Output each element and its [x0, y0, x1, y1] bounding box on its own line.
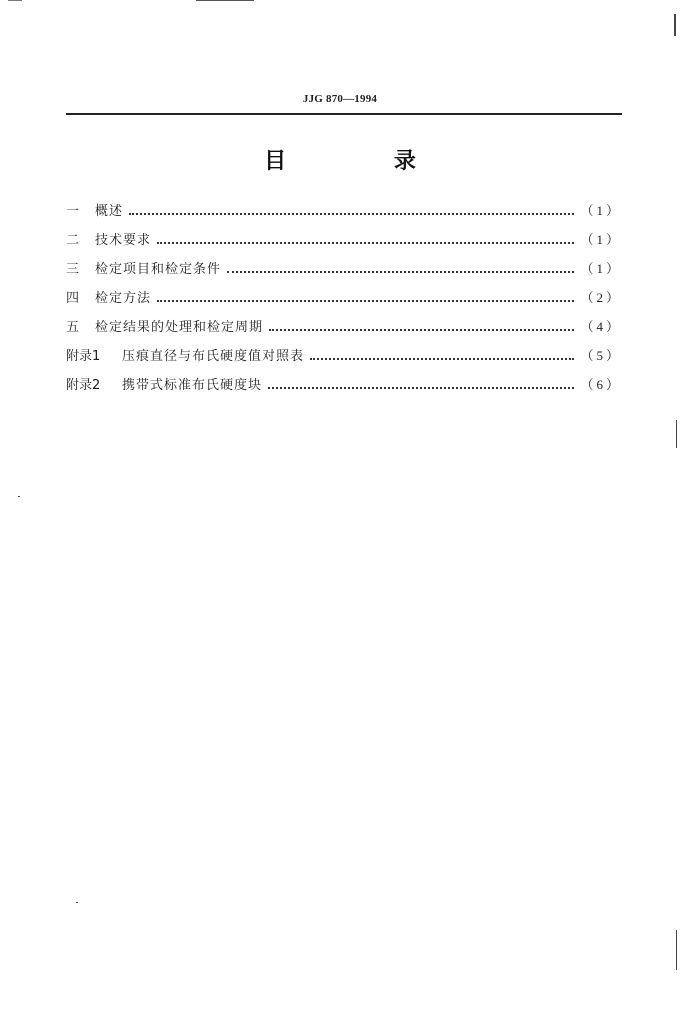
toc-entry-number: 附录2: [66, 378, 101, 393]
header-rule: [66, 113, 622, 115]
dot-leader: [129, 213, 574, 215]
toc-entry[interactable]: [66, 287, 622, 316]
dot-leader: [269, 329, 574, 331]
toc-entry-number: 一: [66, 204, 80, 219]
toc-entry[interactable]: [66, 316, 622, 345]
dot-leader: [157, 242, 574, 244]
scan-artifact: [676, 930, 677, 970]
toc-entry-number: 二: [66, 233, 80, 248]
toc-entry-page: （1）: [580, 203, 622, 218]
toc-entry-number: 三: [66, 262, 80, 277]
scan-artifact: [18, 496, 20, 497]
toc-entry-number: 五: [66, 320, 80, 335]
toc-entry[interactable]: [66, 374, 622, 403]
scan-artifact: [676, 420, 677, 448]
toc-entry-page: （4）: [580, 319, 622, 334]
toc-entry-page: （5）: [580, 348, 622, 363]
scan-artifact: [8, 0, 22, 1]
toc-entry-page: （1）: [580, 261, 622, 276]
toc-entry-label: 检定结果的处理和检定周期: [95, 320, 264, 335]
toc-entry[interactable]: [66, 345, 622, 374]
dot-leader: [157, 300, 574, 302]
toc-entry[interactable]: [66, 229, 622, 258]
dot-leader: [268, 387, 574, 389]
toc-entry-page: （6）: [580, 377, 622, 392]
toc-entry-number: 四: [66, 291, 80, 306]
dot-leader: [310, 358, 574, 360]
toc-entry-label: 技术要求: [95, 233, 152, 248]
toc-entry-label: 概述: [95, 204, 124, 219]
table-of-contents: [66, 200, 622, 403]
toc-entry-label: 压痕直径与布氏硬度值对照表: [122, 349, 305, 364]
toc-entry[interactable]: [66, 258, 622, 287]
toc-entry[interactable]: [66, 200, 622, 229]
standard-code: JJG 870—1994: [302, 93, 378, 105]
page-title: 目 录: [264, 149, 466, 174]
toc-entry-number: 附录1: [66, 349, 101, 364]
toc-entry-label: 携带式标准布氏硬度块: [122, 378, 263, 393]
scan-artifact: [76, 902, 78, 903]
toc-entry-label: 检定方法: [95, 291, 152, 306]
dot-leader: [227, 271, 574, 273]
toc-entry-label: 检定项目和检定条件: [95, 262, 222, 277]
scan-artifact: [196, 0, 254, 1]
toc-entry-page: （2）: [580, 290, 622, 305]
toc-entry-page: （1）: [580, 232, 622, 247]
scan-artifact: [674, 14, 676, 36]
